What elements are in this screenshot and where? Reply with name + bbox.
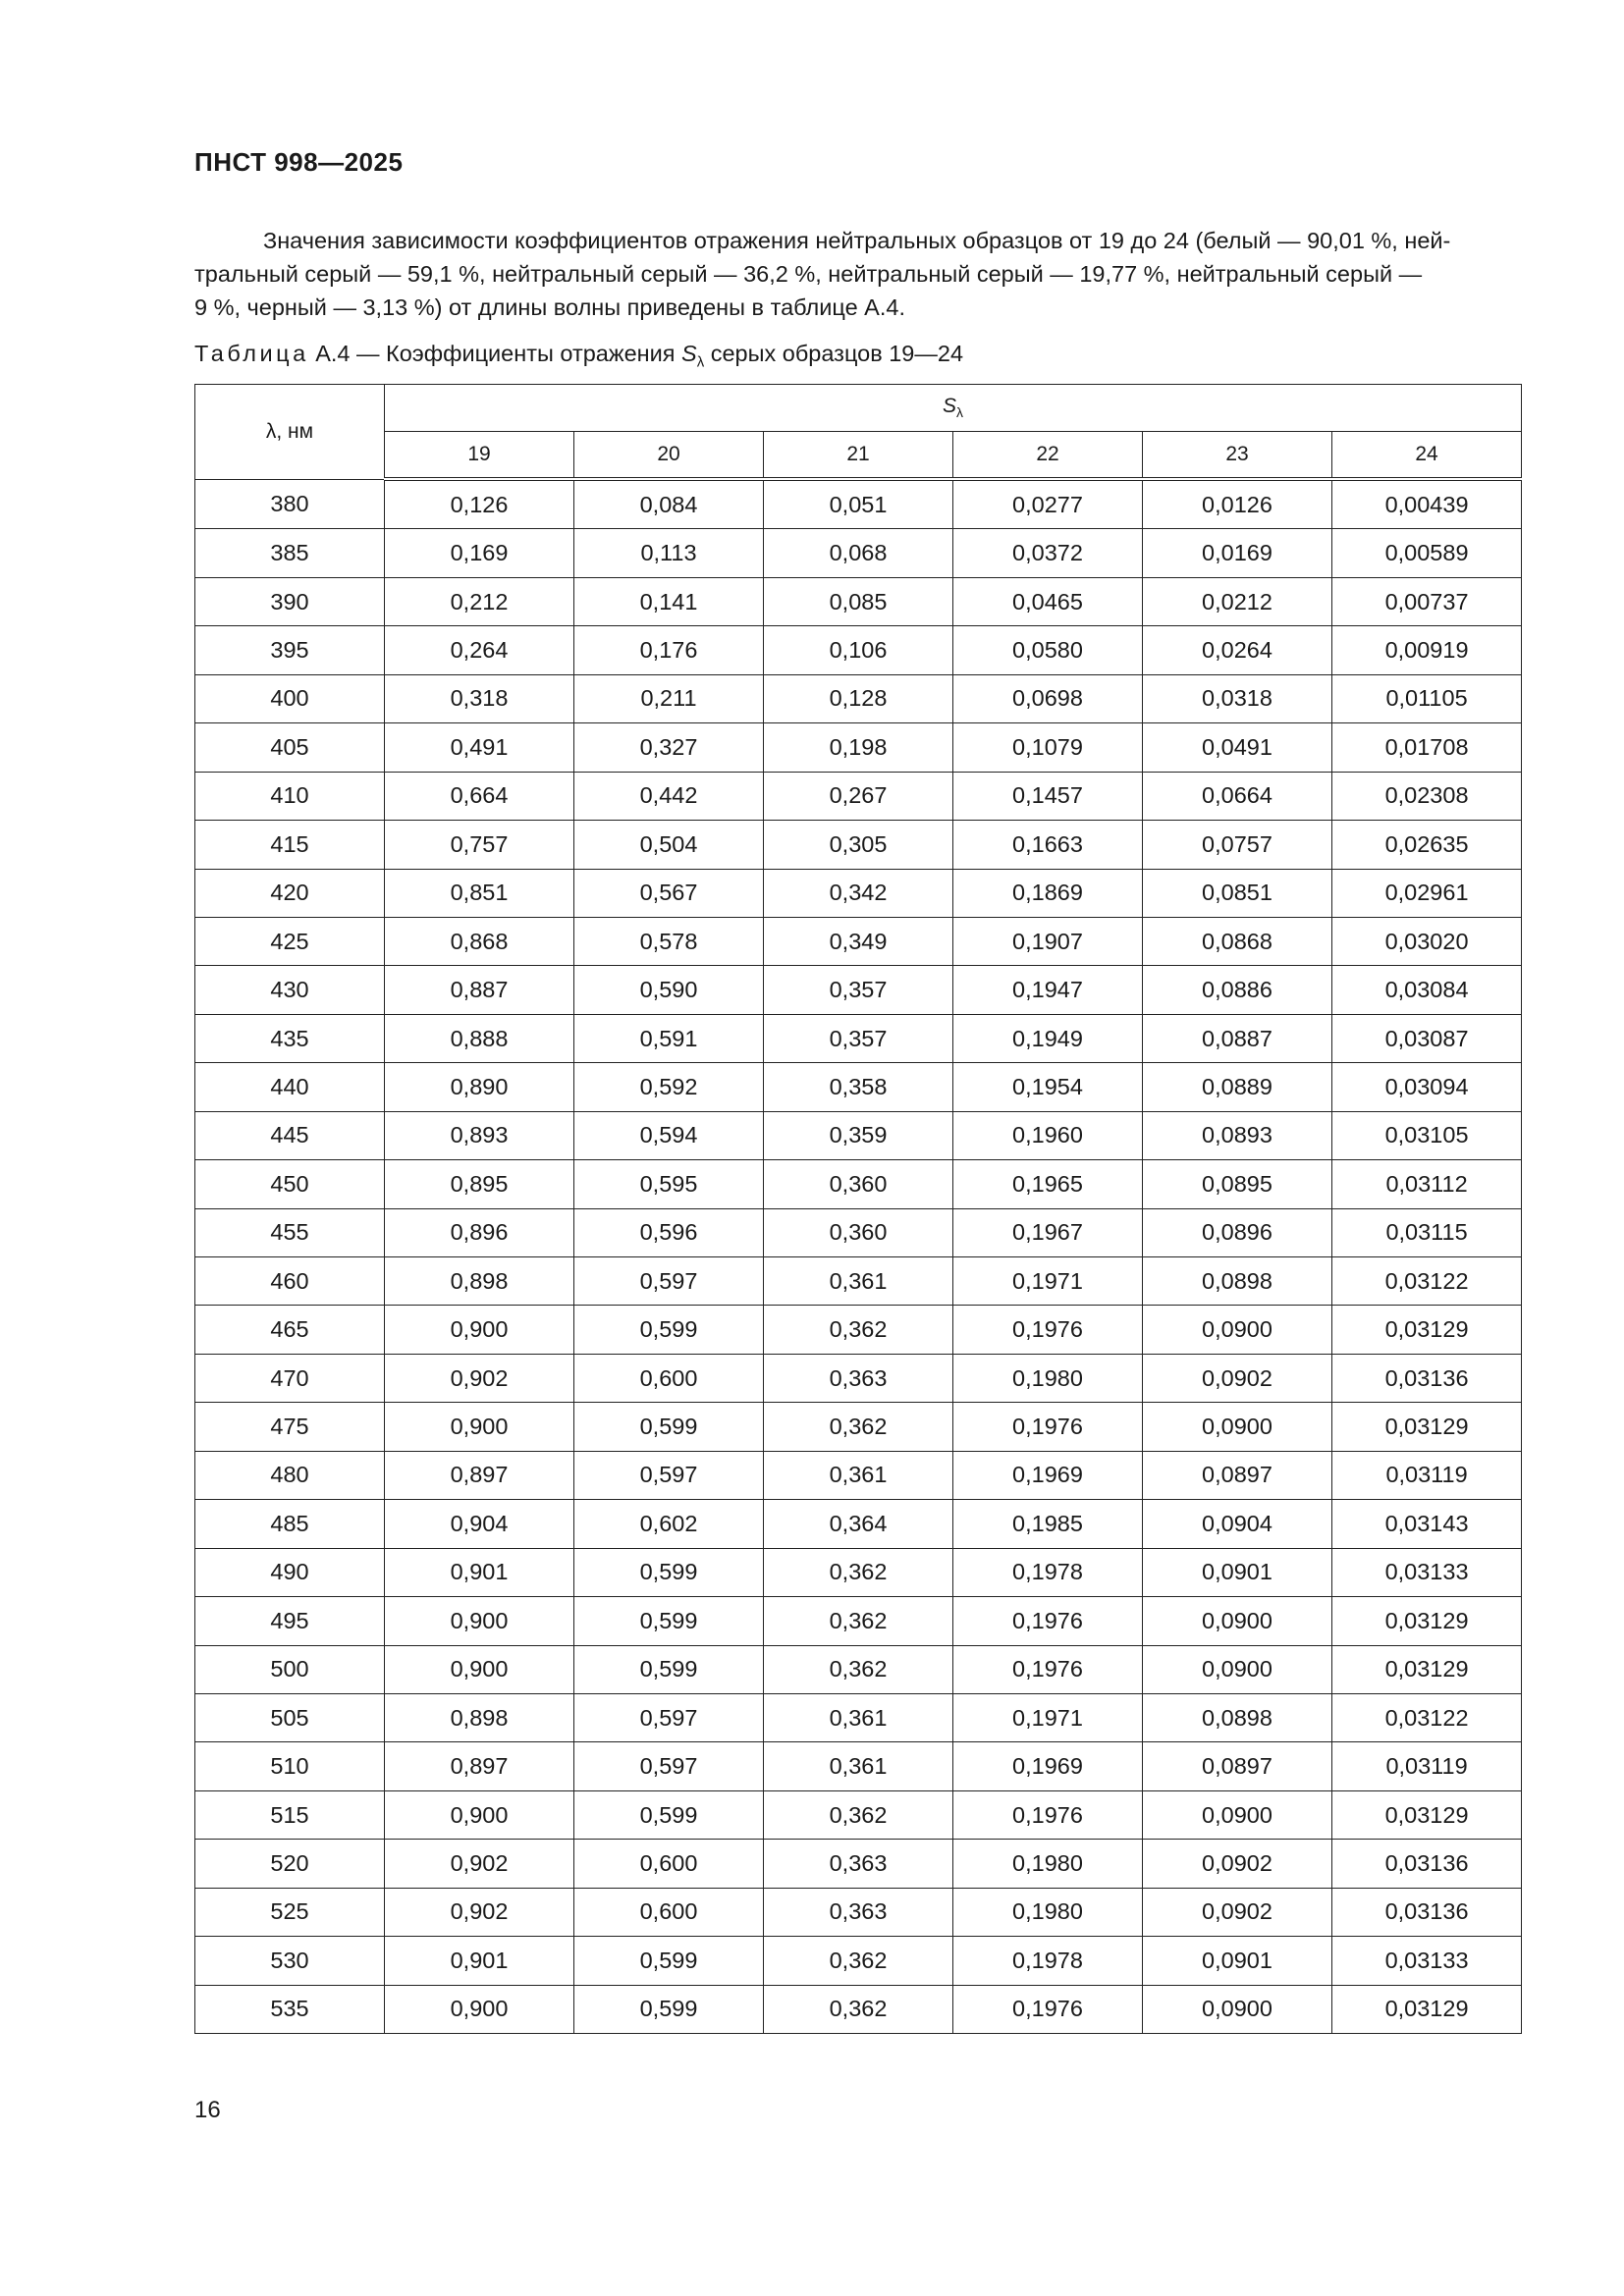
table-row	[195, 1645, 1522, 1693]
reflectance-cell: 0,03129	[1332, 1790, 1522, 1839]
wavelength-cell: 440	[195, 1063, 385, 1111]
reflectance-cell: 0,900	[385, 1985, 574, 2033]
column-header: 23	[1143, 432, 1332, 480]
reflectance-cell: 0,198	[764, 723, 953, 772]
wavelength-cell: 450	[195, 1160, 385, 1208]
reflectance-cell: 0,0904	[1143, 1500, 1332, 1548]
reflectance-cell: 0,599	[574, 1403, 764, 1451]
column-header: 21	[764, 432, 953, 480]
reflectance-cell: 0,1663	[953, 821, 1143, 869]
reflectance-cell: 0,491	[385, 723, 574, 772]
reflectance-cell: 0,0900	[1143, 1985, 1332, 2033]
reflectance-cell: 0,591	[574, 1014, 764, 1062]
reflectance-cell: 0,359	[764, 1111, 953, 1159]
reflectance-cell: 0,318	[385, 674, 574, 722]
reflectance-table	[194, 384, 1522, 2034]
reflectance-cell: 0,357	[764, 1014, 953, 1062]
reflectance-cell: 0,128	[764, 674, 953, 722]
reflectance-cell: 0,211	[574, 674, 764, 722]
reflectance-cell: 0,358	[764, 1063, 953, 1111]
reflectance-cell: 0,590	[574, 966, 764, 1014]
table-row	[195, 626, 1522, 674]
wavelength-cell: 500	[195, 1645, 385, 1693]
reflectance-cell: 0,902	[385, 1840, 574, 1888]
reflectance-cell: 0,084	[574, 479, 764, 529]
reflectance-cell: 0,1869	[953, 869, 1143, 917]
wavelength-cell: 410	[195, 772, 385, 820]
reflectance-cell: 0,902	[385, 1888, 574, 1936]
reflectance-cell: 0,03136	[1332, 1840, 1522, 1888]
reflectance-cell: 0,1976	[953, 1403, 1143, 1451]
reflectance-cell: 0,1954	[953, 1063, 1143, 1111]
reflectance-cell: 0,1967	[953, 1208, 1143, 1256]
wavelength-cell: 485	[195, 1500, 385, 1548]
reflectance-cell: 0,085	[764, 577, 953, 625]
table-row	[195, 1111, 1522, 1159]
intro-line: Значения зависимости коэффициентов отражения нейтральных образцов от 19 до 24 (белый — 90,01 %, ней-	[263, 228, 1451, 253]
reflectance-cell: 0,363	[764, 1840, 953, 1888]
wavelength-cell: 405	[195, 723, 385, 772]
reflectance-cell: 0,1947	[953, 966, 1143, 1014]
reflectance-cell: 0,03105	[1332, 1111, 1522, 1159]
reflectance-cell: 0,0900	[1143, 1790, 1332, 1839]
reflectance-cell: 0,599	[574, 1645, 764, 1693]
reflectance-cell: 0,169	[385, 529, 574, 577]
reflectance-cell: 0,1457	[953, 772, 1143, 820]
wavelength-cell: 510	[195, 1742, 385, 1790]
reflectance-cell: 0,0889	[1143, 1063, 1332, 1111]
reflectance-cell: 0,1907	[953, 917, 1143, 965]
reflectance-cell: 0,361	[764, 1742, 953, 1790]
table-row	[195, 966, 1522, 1014]
caption-symbol: $S_\lambda$	[681, 341, 705, 371]
reflectance-cell: 0,0887	[1143, 1014, 1332, 1062]
reflectance-group-header: $S_\lambda$	[385, 385, 1522, 432]
reflectance-cell: 0,03122	[1332, 1257, 1522, 1306]
reflectance-cell: 0,0902	[1143, 1888, 1332, 1936]
table-row	[195, 1985, 1522, 2033]
table-row	[195, 1500, 1522, 1548]
reflectance-cell: 0,03133	[1332, 1937, 1522, 1985]
table-row	[195, 1257, 1522, 1306]
table-row	[195, 869, 1522, 917]
table-row	[195, 1014, 1522, 1062]
reflectance-cell: 0,0465	[953, 577, 1143, 625]
reflectance-cell: 0,1976	[953, 1645, 1143, 1693]
wavelength-cell: 380	[195, 479, 385, 529]
reflectance-cell: 0,02961	[1332, 869, 1522, 917]
reflectance-cell: 0,0898	[1143, 1693, 1332, 1741]
wavelength-cell: 480	[195, 1451, 385, 1499]
wavelength-header: λ, нм	[195, 385, 385, 480]
reflectance-cell: 0,00589	[1332, 529, 1522, 577]
reflectance-cell: 0,0902	[1143, 1354, 1332, 1402]
intro-line: тральный серый — 59,1 %, нейтральный серый — 36,2 %, нейтральный серый — 19,77 %, нейтральный серый —	[194, 261, 1423, 287]
reflectance-cell: 0,757	[385, 821, 574, 869]
wavelength-cell: 385	[195, 529, 385, 577]
reflectance-cell: 0,0318	[1143, 674, 1332, 722]
reflectance-cell: 0,051	[764, 479, 953, 529]
reflectance-cell: 0,1965	[953, 1160, 1143, 1208]
table-row	[195, 529, 1522, 577]
reflectance-cell: 0,03020	[1332, 917, 1522, 965]
reflectance-cell: 0,360	[764, 1208, 953, 1256]
reflectance-cell: 0,600	[574, 1354, 764, 1402]
reflectance-cell: 0,176	[574, 626, 764, 674]
reflectance-cell: 0,897	[385, 1451, 574, 1499]
wavelength-cell: 400	[195, 674, 385, 722]
reflectance-cell: 0,890	[385, 1063, 574, 1111]
reflectance-cell: 0,02635	[1332, 821, 1522, 869]
wavelength-cell: 415	[195, 821, 385, 869]
table-row	[195, 772, 1522, 820]
table-row	[195, 1063, 1522, 1111]
reflectance-cell: 0,0212	[1143, 577, 1332, 625]
document-code: ПНСТ 998—2025	[194, 147, 404, 177]
reflectance-cell: 0,0902	[1143, 1840, 1332, 1888]
reflectance-cell: 0,267	[764, 772, 953, 820]
reflectance-cell: 0,0757	[1143, 821, 1332, 869]
wavelength-cell: 530	[195, 1937, 385, 1985]
reflectance-cell: 0,113	[574, 529, 764, 577]
reflectance-cell: 0,212	[385, 577, 574, 625]
reflectance-cell: 0,0900	[1143, 1403, 1332, 1451]
wavelength-cell: 490	[195, 1548, 385, 1596]
table-row	[195, 1160, 1522, 1208]
reflectance-cell: 0,364	[764, 1500, 953, 1548]
page-number: 16	[194, 2097, 221, 2123]
reflectance-cell: 0,0900	[1143, 1597, 1332, 1645]
reflectance-cell: 0,0901	[1143, 1937, 1332, 1985]
reflectance-cell: 0,0886	[1143, 966, 1332, 1014]
reflectance-cell: 0,1980	[953, 1354, 1143, 1402]
wavelength-cell: 430	[195, 966, 385, 1014]
reflectance-cell: 0,597	[574, 1257, 764, 1306]
table-row	[195, 1888, 1522, 1936]
reflectance-cell: 0,01708	[1332, 723, 1522, 772]
reflectance-cell: 0,600	[574, 1840, 764, 1888]
column-header: 24	[1332, 432, 1522, 480]
reflectance-cell: 0,895	[385, 1160, 574, 1208]
reflectance-cell: 0,03084	[1332, 966, 1522, 1014]
reflectance-cell: 0,904	[385, 1500, 574, 1548]
reflectance-cell: 0,868	[385, 917, 574, 965]
table-row	[195, 1597, 1522, 1645]
table-row	[195, 674, 1522, 722]
reflectance-cell: 0,599	[574, 1790, 764, 1839]
reflectance-cell: 0,00919	[1332, 626, 1522, 674]
caption-number: А.4	[315, 341, 351, 366]
reflectance-cell: 0,1978	[953, 1548, 1143, 1596]
wavelength-cell: 435	[195, 1014, 385, 1062]
column-header: 19	[385, 432, 574, 480]
wavelength-cell: 525	[195, 1888, 385, 1936]
reflectance-cell: 0,900	[385, 1597, 574, 1645]
reflectance-cell: 0,00439	[1332, 479, 1522, 529]
reflectance-cell: 0,599	[574, 1597, 764, 1645]
table-row	[195, 1354, 1522, 1402]
reflectance-cell: 0,592	[574, 1063, 764, 1111]
table-row	[195, 1548, 1522, 1596]
reflectance-cell: 0,898	[385, 1257, 574, 1306]
reflectance-cell: 0,1969	[953, 1451, 1143, 1499]
wavelength-cell: 520	[195, 1840, 385, 1888]
reflectance-cell: 0,357	[764, 966, 953, 1014]
reflectance-cell: 0,00737	[1332, 577, 1522, 625]
reflectance-cell: 0,02308	[1332, 772, 1522, 820]
table-body	[195, 479, 1522, 2034]
reflectance-cell: 0,03129	[1332, 1403, 1522, 1451]
reflectance-cell: 0,1971	[953, 1693, 1143, 1741]
reflectance-cell: 0,1985	[953, 1500, 1143, 1548]
reflectance-cell: 0,599	[574, 1306, 764, 1354]
table-row	[195, 1693, 1522, 1741]
table-row	[195, 1937, 1522, 1985]
intro-line: 9 %, черный — 3,13 %) от длины волны приведены в таблице А.4.	[194, 294, 905, 320]
wavelength-cell: 460	[195, 1257, 385, 1306]
reflectance-cell: 0,362	[764, 1985, 953, 2033]
reflectance-cell: 0,0896	[1143, 1208, 1332, 1256]
reflectance-cell: 0,1978	[953, 1937, 1143, 1985]
reflectance-cell: 0,03129	[1332, 1306, 1522, 1354]
reflectance-cell: 0,901	[385, 1937, 574, 1985]
wavelength-cell: 455	[195, 1208, 385, 1256]
reflectance-cell: 0,1969	[953, 1742, 1143, 1790]
reflectance-cell: 0,0897	[1143, 1451, 1332, 1499]
reflectance-cell: 0,03136	[1332, 1354, 1522, 1402]
reflectance-cell: 0,597	[574, 1451, 764, 1499]
reflectance-cell: 0,0893	[1143, 1111, 1332, 1159]
reflectance-cell: 0,442	[574, 772, 764, 820]
reflectance-cell: 0,327	[574, 723, 764, 772]
wavelength-cell: 505	[195, 1693, 385, 1741]
caption-text-after: серых образцов 19—24	[710, 341, 964, 366]
reflectance-cell: 0,900	[385, 1306, 574, 1354]
table-row	[195, 577, 1522, 625]
reflectance-cell: 0,897	[385, 1742, 574, 1790]
table-row	[195, 1742, 1522, 1790]
reflectance-cell: 0,362	[764, 1597, 953, 1645]
reflectance-cell: 0,596	[574, 1208, 764, 1256]
reflectance-cell: 0,1079	[953, 723, 1143, 772]
reflectance-cell: 0,349	[764, 917, 953, 965]
reflectance-cell: 0,03087	[1332, 1014, 1522, 1062]
wavelength-cell: 515	[195, 1790, 385, 1839]
reflectance-cell: 0,578	[574, 917, 764, 965]
wavelength-cell: 475	[195, 1403, 385, 1451]
table-row	[195, 1451, 1522, 1499]
reflectance-cell: 0,362	[764, 1548, 953, 1596]
reflectance-cell: 0,0491	[1143, 723, 1332, 772]
table-row	[195, 821, 1522, 869]
reflectance-cell: 0,362	[764, 1937, 953, 1985]
wavelength-cell: 470	[195, 1354, 385, 1402]
reflectance-cell: 0,0868	[1143, 917, 1332, 965]
reflectance-cell: 0,887	[385, 966, 574, 1014]
reflectance-cell: 0,1980	[953, 1840, 1143, 1888]
reflectance-cell: 0,0698	[953, 674, 1143, 722]
reflectance-cell: 0,0169	[1143, 529, 1332, 577]
reflectance-cell: 0,600	[574, 1888, 764, 1936]
table-row	[195, 723, 1522, 772]
reflectance-cell: 0,1976	[953, 1790, 1143, 1839]
wavelength-cell: 465	[195, 1306, 385, 1354]
reflectance-cell: 0,0851	[1143, 869, 1332, 917]
reflectance-cell: 0,1976	[953, 1985, 1143, 2033]
reflectance-cell: 0,126	[385, 479, 574, 529]
table-row	[195, 1790, 1522, 1839]
reflectance-cell: 0,03133	[1332, 1548, 1522, 1596]
reflectance-cell: 0,0895	[1143, 1160, 1332, 1208]
column-header: 22	[953, 432, 1143, 480]
reflectance-cell: 0,03143	[1332, 1500, 1522, 1548]
reflectance-cell: 0,0897	[1143, 1742, 1332, 1790]
reflectance-cell: 0,1980	[953, 1888, 1143, 1936]
reflectance-cell: 0,0372	[953, 529, 1143, 577]
reflectance-cell: 0,141	[574, 577, 764, 625]
reflectance-cell: 0,03129	[1332, 1597, 1522, 1645]
reflectance-cell: 0,902	[385, 1354, 574, 1402]
reflectance-cell: 0,362	[764, 1790, 953, 1839]
table-caption	[194, 341, 963, 371]
wavelength-cell: 390	[195, 577, 385, 625]
table-row	[195, 479, 1522, 529]
reflectance-cell: 0,03129	[1332, 1985, 1522, 2033]
reflectance-cell: 0,03119	[1332, 1742, 1522, 1790]
reflectance-cell: 0,362	[764, 1403, 953, 1451]
reflectance-cell: 0,1960	[953, 1111, 1143, 1159]
reflectance-cell: 0,0580	[953, 626, 1143, 674]
reflectance-cell: 0,03129	[1332, 1645, 1522, 1693]
reflectance-cell: 0,342	[764, 869, 953, 917]
reflectance-cell: 0,567	[574, 869, 764, 917]
reflectance-cell: 0,305	[764, 821, 953, 869]
reflectance-cell: 0,900	[385, 1645, 574, 1693]
reflectance-cell: 0,595	[574, 1160, 764, 1208]
reflectance-cell: 0,0277	[953, 479, 1143, 529]
reflectance-cell: 0,361	[764, 1257, 953, 1306]
reflectance-cell: 0,03119	[1332, 1451, 1522, 1499]
table-row	[195, 1403, 1522, 1451]
reflectance-cell: 0,106	[764, 626, 953, 674]
wavelength-cell: 425	[195, 917, 385, 965]
reflectance-cell: 0,361	[764, 1693, 953, 1741]
reflectance-cell: 0,900	[385, 1403, 574, 1451]
reflectance-cell: 0,264	[385, 626, 574, 674]
column-header-row	[195, 432, 1522, 480]
table-row	[195, 1208, 1522, 1256]
reflectance-cell: 0,664	[385, 772, 574, 820]
reflectance-cell: 0,602	[574, 1500, 764, 1548]
reflectance-cell: 0,03136	[1332, 1888, 1522, 1936]
reflectance-cell: 0,504	[574, 821, 764, 869]
wavelength-cell: 495	[195, 1597, 385, 1645]
reflectance-cell: 0,03122	[1332, 1693, 1522, 1741]
intro-paragraph	[194, 224, 1522, 324]
reflectance-cell: 0,362	[764, 1645, 953, 1693]
reflectance-cell: 0,599	[574, 1985, 764, 2033]
reflectance-cell: 0,03094	[1332, 1063, 1522, 1111]
reflectance-cell: 0,599	[574, 1548, 764, 1596]
reflectance-cell: 0,594	[574, 1111, 764, 1159]
reflectance-cell: 0,1949	[953, 1014, 1143, 1062]
caption-label: Таблица	[194, 341, 309, 366]
reflectance-cell: 0,0126	[1143, 479, 1332, 529]
reflectance-cell: 0,597	[574, 1693, 764, 1741]
column-header: 20	[574, 432, 764, 480]
table-row	[195, 917, 1522, 965]
reflectance-cell: 0,597	[574, 1742, 764, 1790]
reflectance-cell: 0,1976	[953, 1597, 1143, 1645]
reflectance-cell: 0,1971	[953, 1257, 1143, 1306]
reflectance-cell: 0,0900	[1143, 1645, 1332, 1693]
reflectance-cell: 0,0264	[1143, 626, 1332, 674]
reflectance-cell: 0,851	[385, 869, 574, 917]
reflectance-cell: 0,0901	[1143, 1548, 1332, 1596]
wavelength-cell: 445	[195, 1111, 385, 1159]
wavelength-cell: 535	[195, 1985, 385, 2033]
reflectance-cell: 0,361	[764, 1451, 953, 1499]
reflectance-cell: 0,363	[764, 1354, 953, 1402]
reflectance-cell: 0,01105	[1332, 674, 1522, 722]
wavelength-cell: 395	[195, 626, 385, 674]
reflectance-cell: 0,901	[385, 1548, 574, 1596]
reflectance-cell: 0,1976	[953, 1306, 1143, 1354]
reflectance-cell: 0,363	[764, 1888, 953, 1936]
reflectance-cell: 0,0900	[1143, 1306, 1332, 1354]
reflectance-cell: 0,03115	[1332, 1208, 1522, 1256]
reflectance-cell: 0,0664	[1143, 772, 1332, 820]
reflectance-cell: 0,900	[385, 1790, 574, 1839]
caption-text-before: — Коэффициенты отражения	[356, 341, 676, 366]
reflectance-cell: 0,898	[385, 1693, 574, 1741]
table-row	[195, 1840, 1522, 1888]
reflectance-cell: 0,03112	[1332, 1160, 1522, 1208]
reflectance-cell: 0,360	[764, 1160, 953, 1208]
reflectance-cell: 0,362	[764, 1306, 953, 1354]
reflectance-cell: 0,599	[574, 1937, 764, 1985]
reflectance-cell: 0,888	[385, 1014, 574, 1062]
reflectance-cell: 0,068	[764, 529, 953, 577]
reflectance-cell: 0,0898	[1143, 1257, 1332, 1306]
reflectance-cell: 0,896	[385, 1208, 574, 1256]
reflectance-cell: 0,893	[385, 1111, 574, 1159]
wavelength-cell: 420	[195, 869, 385, 917]
table-row	[195, 1306, 1522, 1354]
